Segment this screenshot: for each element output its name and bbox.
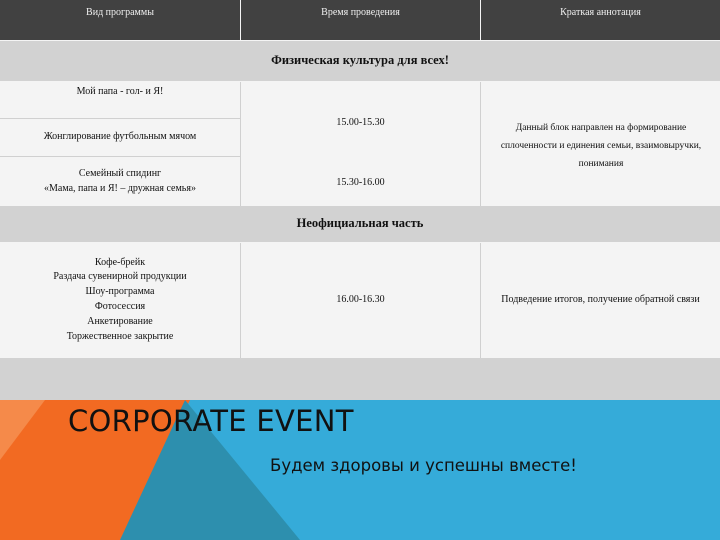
column-divider (240, 243, 241, 358)
activity-item-line: «Мама, папа и Я! – дружная семья» (44, 183, 196, 194)
section-title-physical-culture: Физическая культура для всех! (0, 41, 720, 81)
activity-item: Жонглирование футбольным мячом (0, 118, 240, 156)
column-divider (480, 243, 481, 358)
list-item: Торжественное закрытие (66, 330, 174, 342)
annotation-text: Подведение итогов, получение обратной связи (481, 243, 720, 357)
header-time: Время проведения (241, 0, 480, 40)
banner-subtitle: Будем здоровы и успешны вместе! (270, 456, 577, 475)
activity-list (0, 243, 240, 357)
activity-item: Мой папа - гол- и Я! (0, 82, 240, 118)
row-divider (0, 118, 240, 119)
time-slot: 15.30-16.00 (241, 172, 480, 194)
column-divider (240, 82, 241, 206)
row-divider (0, 156, 240, 157)
list-item: Кофе-брейк (94, 256, 146, 268)
section-title-unofficial: Неофициальная часть (0, 206, 720, 242)
list-item: Фотосессия (94, 301, 146, 312)
activity-item-line: Семейный спидинг (78, 167, 162, 179)
empty-row (0, 358, 720, 400)
list-item: Раздача сувенирной продукции (53, 271, 187, 283)
column-divider (480, 82, 481, 206)
header-annotation: Краткая аннотация (481, 0, 720, 40)
activity-item (0, 157, 240, 205)
time-slot: 16.00-16.30 (241, 243, 480, 357)
banner-title: CORPORATE EVENT (68, 404, 354, 438)
list-item: Анкетирование (87, 315, 153, 327)
header-program-type: Вид программы (0, 0, 240, 40)
time-slot: 15.00-15.30 (241, 112, 480, 134)
annotation-text: Данный блок направлен на формирование сплоченности и единения семьи, взаимовыручки, понимания (489, 120, 713, 172)
list-item: Шоу-программа (85, 286, 155, 298)
